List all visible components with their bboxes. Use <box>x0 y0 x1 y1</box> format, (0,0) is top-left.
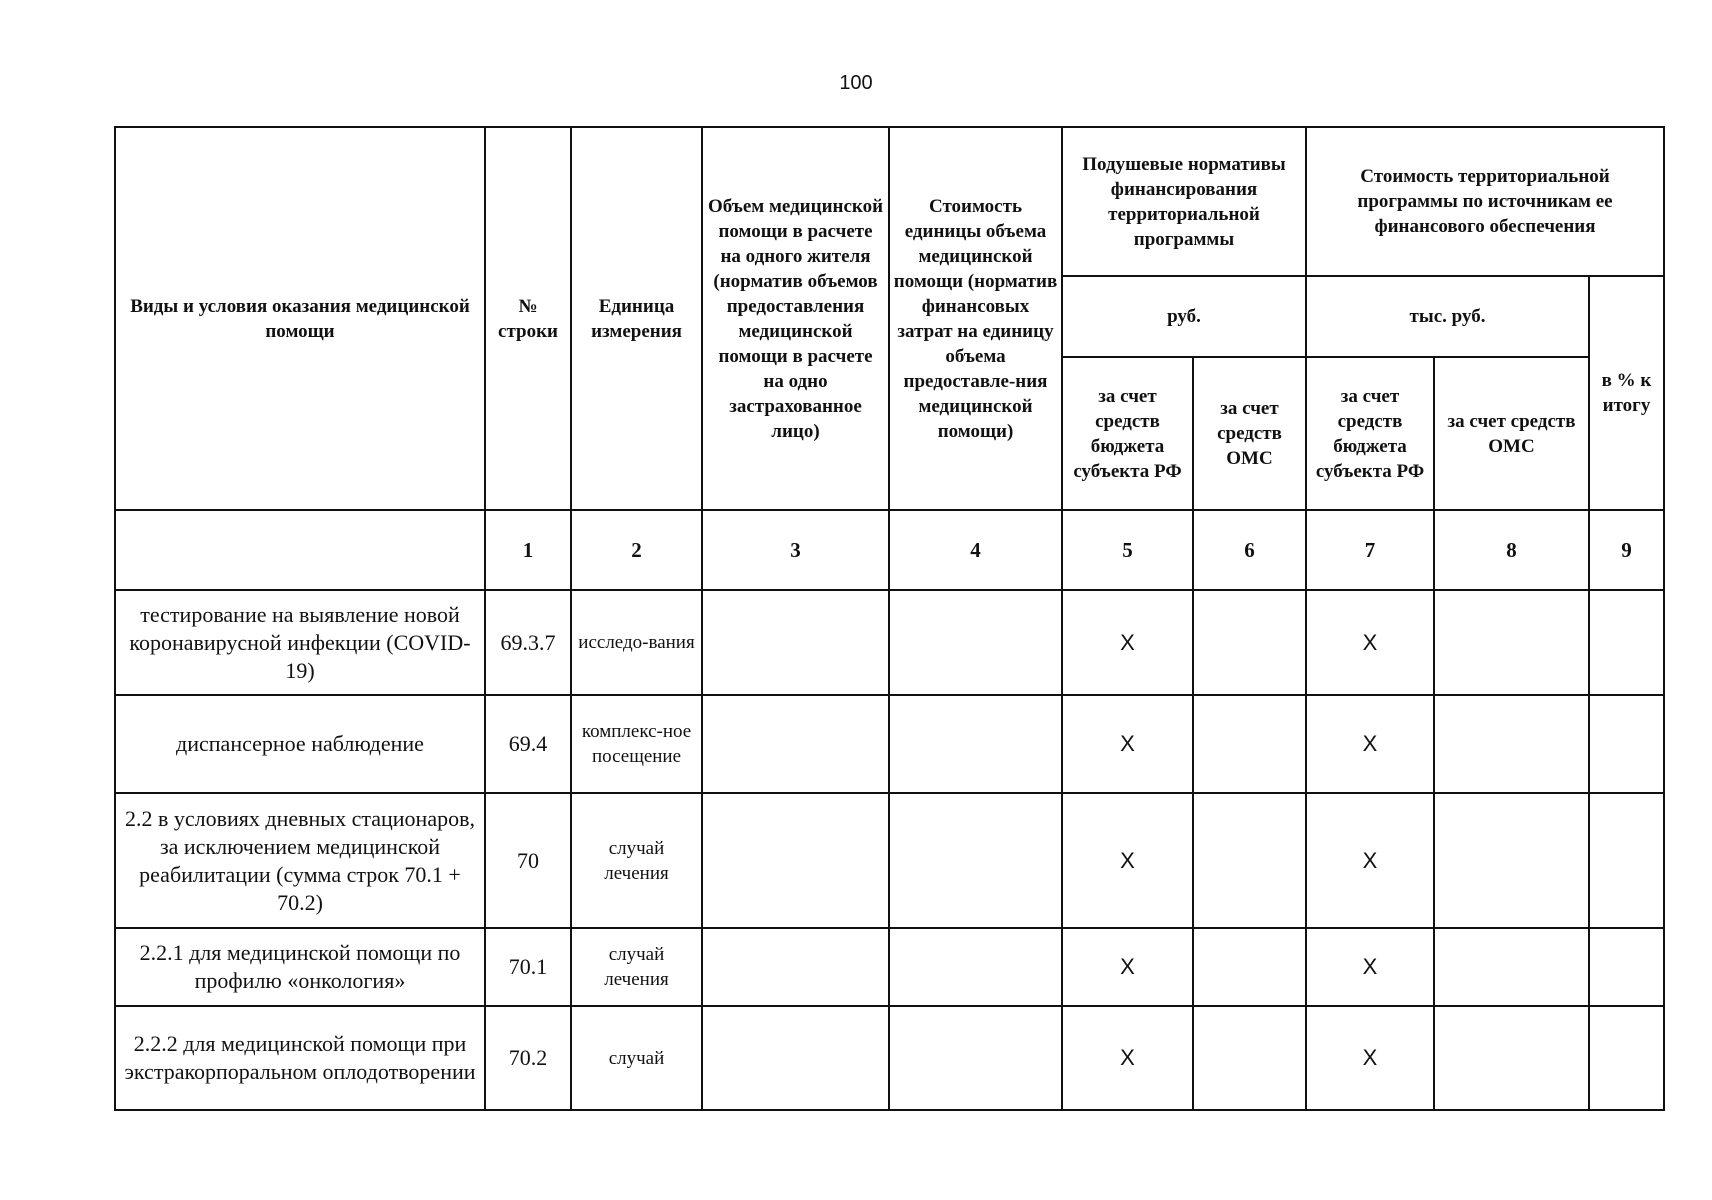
col-number-cell <box>115 510 485 590</box>
row-oms-thous <box>1434 1006 1589 1110</box>
row-number: 69.3.7 <box>485 590 571 695</box>
row-budget-rf-thous: X <box>1306 1006 1434 1110</box>
row-budget-rf-thous: X <box>1306 928 1434 1006</box>
col-number-cell: 8 <box>1434 510 1589 590</box>
row-oms-rub <box>1193 793 1306 928</box>
header-thous-rub: тыс. руб. <box>1306 276 1589 357</box>
row-budget-rf-rub: X <box>1062 695 1193 793</box>
header-program-cost: Стоимость территориальной программы по источникам ее финансового обеспечения <box>1306 127 1664 276</box>
row-volume <box>702 793 889 928</box>
row-volume <box>702 695 889 793</box>
header-percent: в % к итогу <box>1589 276 1664 510</box>
header-oms-rub: за счет средств ОМС <box>1193 357 1306 510</box>
row-unit-cost <box>889 1006 1062 1110</box>
row-number: 69.4 <box>485 695 571 793</box>
header-rub: руб. <box>1062 276 1306 357</box>
row-percent <box>1589 590 1664 695</box>
header-row-number: № строки <box>485 127 571 510</box>
row-number: 70.1 <box>485 928 571 1006</box>
col-number-cell: 3 <box>702 510 889 590</box>
row-unit-cost <box>889 590 1062 695</box>
row-unit: случай <box>571 1006 702 1110</box>
row-oms-rub <box>1193 695 1306 793</box>
row-volume <box>702 1006 889 1110</box>
row-budget-rf-thous: X <box>1306 793 1434 928</box>
row-name: 2.2.1 для медицинской помощи по профилю «онкология» <box>115 928 485 1006</box>
header-unit-cost: Стоимость единицы объема медицинской помощи (норматив финансовых затрат на единицу объема предоставле-ния медицинской помощи) <box>889 127 1062 510</box>
row-number: 70.2 <box>485 1006 571 1110</box>
row-budget-rf-rub: X <box>1062 1006 1193 1110</box>
row-budget-rf-thous: X <box>1306 695 1434 793</box>
row-volume <box>702 928 889 1006</box>
header-budget-rf-thous: за счет средств бюджета субъекта РФ <box>1306 357 1434 510</box>
row-unit-cost <box>889 695 1062 793</box>
row-oms-rub <box>1193 1006 1306 1110</box>
table-row <box>115 695 1664 793</box>
page-number: 100 <box>839 72 873 94</box>
header-unit: Единица измерения <box>571 127 702 510</box>
row-oms-rub <box>1193 928 1306 1006</box>
header-budget-rf-rub: за счет средств бюджета субъекта РФ <box>1062 357 1193 510</box>
row-unit: комплекс-ное посещение <box>571 695 702 793</box>
row-budget-rf-rub: X <box>1062 590 1193 695</box>
row-name: 2.2 в условиях дневных стационаров, за исключением медицинской реабилитации (сумма строк 70.1 + 70.2) <box>115 793 485 928</box>
row-percent <box>1589 928 1664 1006</box>
header-volume: Объем медицинской помощи в расчете на одного жителя (норматив объемов предоставления медицинской помощи в расчете на одно застрахованное лицо) <box>702 127 889 510</box>
row-unit-cost <box>889 928 1062 1006</box>
row-oms-thous <box>1434 695 1589 793</box>
row-budget-rf-rub: X <box>1062 793 1193 928</box>
table-row <box>115 590 1664 695</box>
col-number-cell: 5 <box>1062 510 1193 590</box>
row-volume <box>702 590 889 695</box>
row-oms-thous <box>1434 928 1589 1006</box>
col-number-cell: 1 <box>485 510 571 590</box>
col-number-cell: 7 <box>1306 510 1434 590</box>
col-number-cell: 9 <box>1589 510 1664 590</box>
row-oms-thous <box>1434 793 1589 928</box>
row-percent <box>1589 1006 1664 1110</box>
header-per-capita: Подушевые нормативы финансирования территориальной программы <box>1062 127 1306 276</box>
row-unit: случай лечения <box>571 928 702 1006</box>
row-oms-rub <box>1193 590 1306 695</box>
header-name: Виды и условия оказания медицинской помощи <box>115 127 485 510</box>
col-number-cell: 4 <box>889 510 1062 590</box>
row-name: тестирование на выявление новой коронавирусной инфекции (COVID-19) <box>115 590 485 695</box>
col-number-cell: 2 <box>571 510 702 590</box>
row-unit: случай лечения <box>571 793 702 928</box>
row-name: диспансерное наблюдение <box>115 695 485 793</box>
header-oms-thous: за счет средств ОМС <box>1434 357 1589 510</box>
row-name: 2.2.2 для медицинской помощи при экстракорпоральном оплодотворении <box>115 1006 485 1110</box>
table-row <box>115 1006 1664 1110</box>
row-budget-rf-rub: X <box>1062 928 1193 1006</box>
col-number-cell: 6 <box>1193 510 1306 590</box>
financing-table <box>114 126 1665 1111</box>
row-percent <box>1589 793 1664 928</box>
row-number: 70 <box>485 793 571 928</box>
row-unit-cost <box>889 793 1062 928</box>
row-percent <box>1589 695 1664 793</box>
row-unit: исследо-вания <box>571 590 702 695</box>
column-numbers-row <box>115 510 1664 590</box>
row-budget-rf-thous: X <box>1306 590 1434 695</box>
table-row <box>115 928 1664 1006</box>
row-oms-thous <box>1434 590 1589 695</box>
table-row <box>115 793 1664 928</box>
